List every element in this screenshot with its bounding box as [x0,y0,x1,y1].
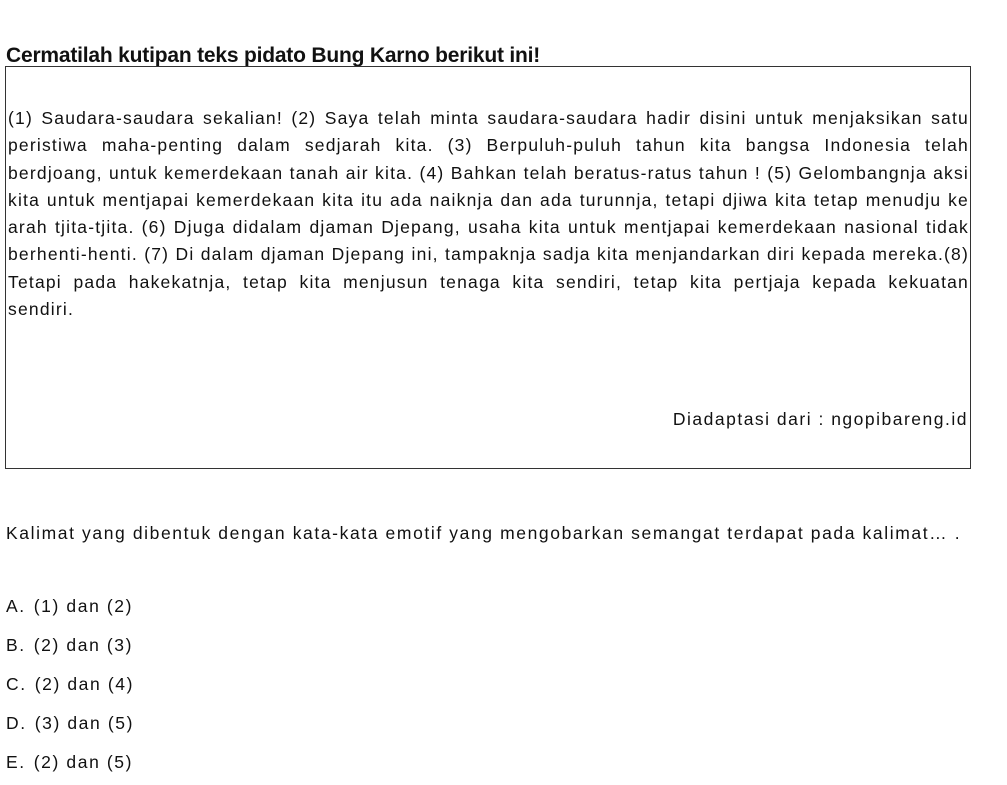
option-a[interactable] [6,590,134,629]
option-letter: D. [6,713,27,733]
option-text: (3) dan (5) [34,713,135,733]
option-letter: A. [6,596,26,616]
speech-excerpt-text: (1) Saudara-saudara sekalian! (2) Saya telah minta saudara-saudara hadir disini untuk menjaksikan satu peristiwa maha-penting dalam sedjarah kita. (3) Berpuluh-puluh tahun kita bangsa Indonesia telah berdjoang, untuk kemerdekaan tanah air kita. (4) Bahkan telah beratus-ratus tahun ! (5) Gelombangnja aksi kita untuk mentjapai kemerdekaan kita itu ada naiknja dan ada turunnja, tetapi djiwa kita tetap menudju ke arah tjita-tjita. (6) Djuga didalam djaman Djepang, usaha kita untuk mentjapai kemerdekaan nasional tidak berhenti-henti. (7) Di dalam djaman Djepang ini, tampaknja sadja kita menjandarkan diri kepada mereka.(8) Tetapi pada hakekatnja, tetap kita menjusun tenaga kita sendiri, tetap kita pertjaja kepada kekuatan sendiri. [8,108,969,320]
option-c[interactable] [6,668,134,707]
option-letter: E. [6,752,26,772]
speech-excerpt-box [5,66,971,469]
option-text: (2) dan (3) [33,635,134,655]
option-letter: C. [6,674,27,694]
option-d[interactable] [6,707,134,746]
answer-options [6,590,134,785]
option-text: (2) dan (5) [33,752,134,772]
option-text: (2) dan (4) [34,674,135,694]
option-letter: B. [6,635,26,655]
option-e[interactable] [6,746,134,785]
option-text: (1) dan (2) [33,596,134,616]
excerpt-source: Diadaptasi dari : ngopibareng.id [672,409,968,429]
page-title: Cermatilah kutipan teks pidato Bung Karno berikut ini! [6,44,541,68]
option-b[interactable] [6,629,134,668]
question-text: Kalimat yang dibentuk dengan kata-kata emotif yang mengobarkan semangat terdapat pada kalimat… . [6,523,962,543]
